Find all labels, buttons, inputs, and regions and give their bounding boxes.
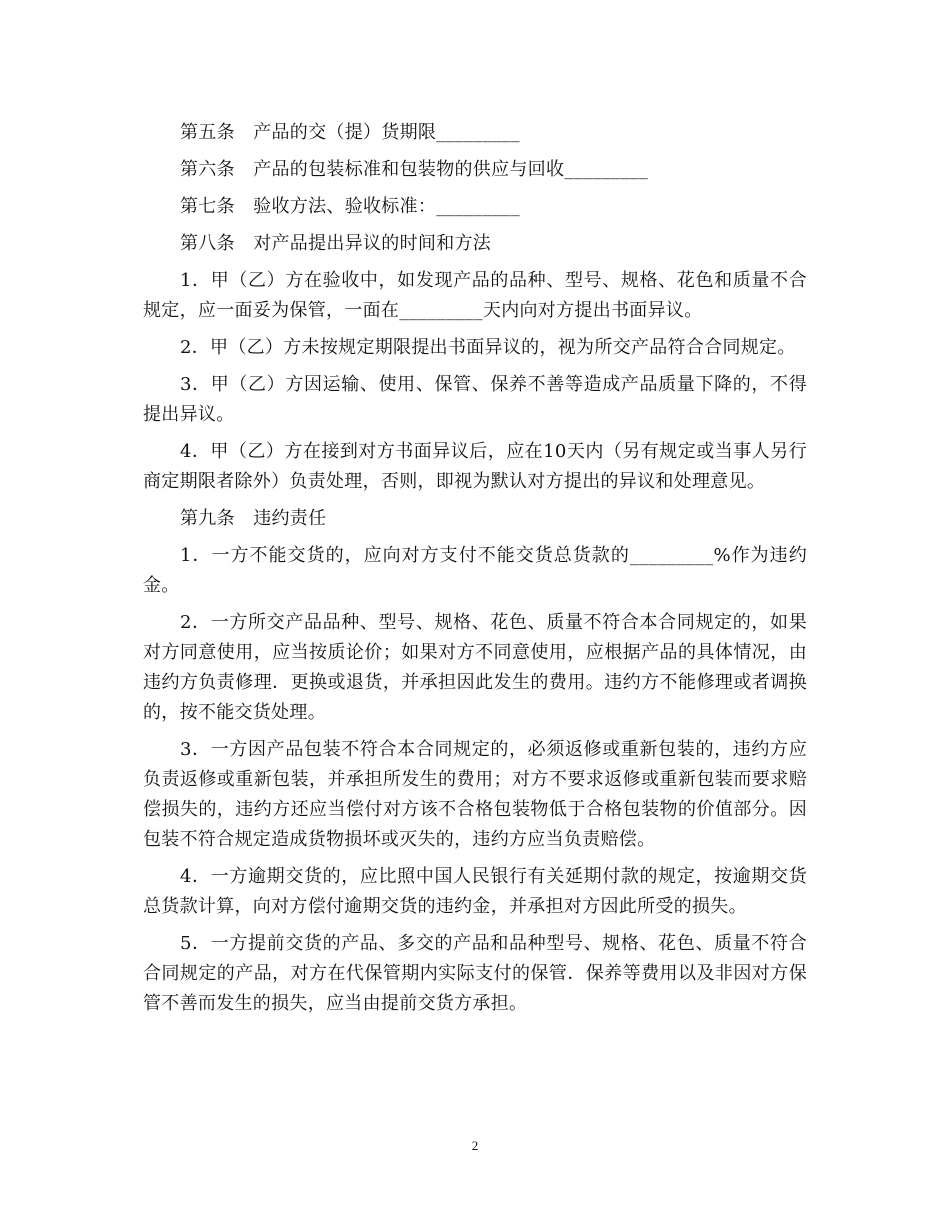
clause-9-heading: 第九条 违约责任 [180,508,327,529]
clause-9-item-4: 4．一方逾期交货的，应比照中国人民银行有关延期付款的规定，按逾期交货总货款计算，向对方偿付逾期交货的违约金，并承担对方因此所受的损失。 [143,866,807,917]
clause-9-item-2: 2．一方所交产品品种、型号、规格、花色、质量不符合本合同规定的，如果对方同意使用，应当按质论价；如果对方不同意使用，应根据产品的具体情况，由违约方负责修理．更换或退货，并承担因此发生的费用。违约方不能修理或者调换的，按不能交货处理。 [143,612,807,723]
clause-8-item-2: 2．甲（乙）方未按规定期限提出书面异议的，视为所交产品符合合同规定。 [180,337,796,358]
clause-8-item-4: 4．甲（乙）方在接到对方书面异议后，应在10天内（另有规定或当事人另行商定期限者除外）负责处理，否则，即视为默认对方提出的异议和处理意见。 [143,441,807,492]
clause-8-item-1: 1．甲（乙）方在验收中，如发现产品的品种、型号、规格、花色和质量不合规定，应一面妥为保管，一面在_________天内向对方提出书面异议。 [143,270,807,321]
clause-9-item-3: 3．一方因产品包装不符合本合同规定的，必须返修或重新包装的，违约方应负责返修或重新包装，并承担所发生的费用；对方不要求返修或重新包装而要求赔偿损失的，违约方还应当偿付对方该不合格包装物低于合格包装物的价值部分。因包装不符合规定造成货物损坏或灭失的，违约方应当负责赔偿。 [143,739,807,850]
clause-8-heading: 第八条 对产品提出异议的时间和方法 [180,233,492,254]
document-body [143,118,807,1026]
clause-9-item-5: 5．一方提前交货的产品、多交的产品和品种型号、规格、花色、质量不符合合同规定的产品，对方在代保管期内实际支付的保管．保养等费用以及非因对方保管不善而发生的损失，应当由提前交货方承担。 [143,933,807,1014]
clause-5: 第五条 产品的交（提）货期限_________ [180,122,520,143]
page-number: 2 [471,1138,479,1153]
clause-6: 第六条 产品的包装标准和包装物的供应与回收_________ [180,159,648,180]
clause-7: 第七条 验收方法、验收标准：_________ [180,196,520,217]
clause-8-item-3: 3．甲（乙）方因运输、使用、保管、保养不善等造成产品质量下降的，不得提出异议。 [143,374,807,425]
clause-9-item-1: 1．一方不能交货的，应向对方支付不能交货总货款的_________%作为违约金。 [143,545,807,596]
